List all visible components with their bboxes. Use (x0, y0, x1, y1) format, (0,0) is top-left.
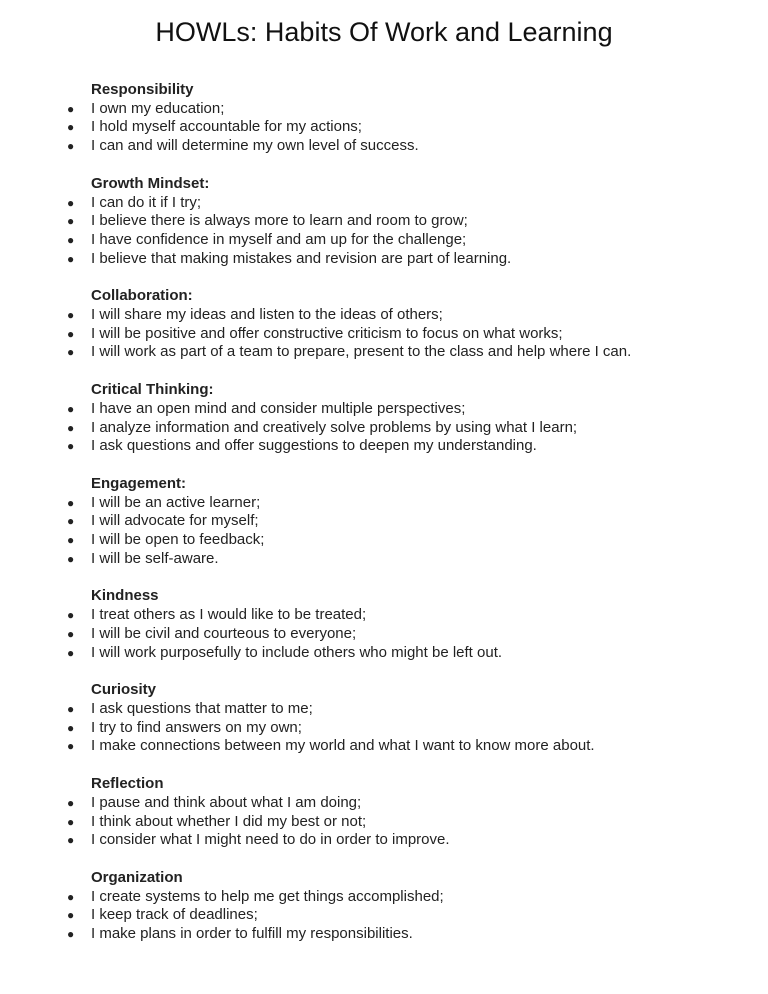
habits-list (0, 81, 768, 963)
list-item (0, 719, 768, 738)
section-heading: Kindness (91, 587, 159, 605)
habit-section (0, 587, 768, 662)
list-item (0, 531, 768, 550)
list-item (0, 737, 768, 756)
habit-section (0, 175, 768, 269)
list-item (0, 625, 768, 644)
list-item-text: I treat others as I would like to be treated; (91, 606, 367, 624)
list-item-text: I will be an active learner; (91, 493, 261, 511)
section-heading: Engagement: (91, 474, 187, 492)
list-item-text: I will share my ideas and listen to the ideas of others; (91, 306, 443, 324)
bullet-icon: ● (67, 720, 75, 735)
bullet-icon: ● (67, 739, 75, 754)
section-heading: Curiosity (91, 681, 157, 699)
habit-bullet-list (0, 794, 768, 850)
habit-bullet-list (0, 888, 768, 944)
list-item (0, 400, 768, 419)
list-item (0, 644, 768, 663)
bullet-icon: ● (67, 833, 75, 848)
habit-section (0, 775, 768, 850)
section-heading: Collaboration: (91, 287, 193, 305)
habit-bullet-list (0, 606, 768, 662)
list-item (0, 250, 768, 269)
bullet-icon: ● (67, 101, 75, 116)
list-item (0, 925, 768, 944)
list-item (0, 888, 768, 907)
bullet-icon: ● (67, 889, 75, 904)
list-item-text: I ask questions and offer suggestions to deepen my understanding. (91, 437, 537, 455)
bullet-icon: ● (67, 514, 75, 529)
bullet-icon: ● (67, 908, 75, 923)
bullet-icon: ● (67, 927, 75, 942)
list-item-text: I analyze information and creatively solve problems by using what I learn; (91, 418, 578, 436)
habit-bullet-list (0, 306, 768, 362)
list-item-text: I consider what I might need to do in order to improve. (91, 831, 450, 849)
habit-bullet-list (0, 100, 768, 156)
list-item (0, 906, 768, 925)
bullet-icon: ● (67, 439, 75, 454)
list-item-text: I pause and think about what I am doing; (91, 793, 362, 811)
list-item (0, 606, 768, 625)
bullet-icon: ● (67, 195, 75, 210)
list-item (0, 325, 768, 344)
list-item-text: I can and will determine my own level of success. (91, 137, 419, 155)
habit-section (0, 287, 768, 362)
bullet-icon: ● (67, 326, 75, 341)
bullet-icon: ● (67, 420, 75, 435)
list-item-text: I keep track of deadlines; (91, 906, 258, 924)
list-item-text: I hold myself accountable for my actions; (91, 118, 362, 136)
list-item-text: I own my education; (91, 99, 225, 117)
section-heading: Growth Mindset: (91, 174, 210, 192)
section-heading: Critical Thinking: (91, 381, 214, 399)
list-item-text: I believe there is always more to learn and room to grow; (91, 212, 468, 230)
list-item-text: I will be self-aware. (91, 549, 219, 567)
list-item (0, 794, 768, 813)
bullet-icon: ● (67, 701, 75, 716)
bullet-icon: ● (67, 626, 75, 641)
bullet-icon: ● (67, 139, 75, 154)
habit-section (0, 475, 768, 569)
habit-section (0, 381, 768, 456)
list-item-text: I try to find answers on my own; (91, 718, 302, 736)
bullet-icon: ● (67, 495, 75, 510)
list-item (0, 212, 768, 231)
list-item-text: I will be open to feedback; (91, 531, 265, 549)
list-item (0, 512, 768, 531)
list-item-text: I think about whether I did my best or not; (91, 812, 367, 830)
bullet-icon: ● (67, 795, 75, 810)
list-item-text: I will work purposefully to include others who might be left out. (91, 643, 503, 661)
list-item (0, 831, 768, 850)
list-item-text: I will work as part of a team to prepare, present to the class and help where I can. (91, 343, 632, 361)
bullet-icon: ● (67, 214, 75, 229)
section-heading: Reflection (91, 775, 164, 793)
bullet-icon: ● (67, 345, 75, 360)
habit-bullet-list (0, 400, 768, 456)
bullet-icon: ● (67, 814, 75, 829)
list-item (0, 100, 768, 119)
list-item-text: I will be positive and offer constructive criticism to focus on what works; (91, 324, 563, 342)
bullet-icon: ● (67, 533, 75, 548)
bullet-icon: ● (67, 608, 75, 623)
habit-section (0, 81, 768, 156)
bullet-icon: ● (67, 232, 75, 247)
list-item-text: I will advocate for myself; (91, 512, 259, 530)
list-item-text: I will be civil and courteous to everyone; (91, 624, 357, 642)
bullet-icon: ● (67, 251, 75, 266)
list-item-text: I believe that making mistakes and revision are part of learning. (91, 249, 512, 267)
list-item-text: I make plans in order to fulfill my responsibilities. (91, 925, 413, 943)
list-item (0, 231, 768, 250)
section-heading: Responsibility (91, 81, 194, 98)
habit-bullet-list (0, 700, 768, 756)
bullet-icon: ● (67, 308, 75, 323)
bullet-icon: ● (67, 551, 75, 566)
list-item (0, 700, 768, 719)
list-item-text: I can do it if I try; (91, 193, 202, 211)
bullet-icon: ● (67, 120, 75, 135)
habit-section (0, 681, 768, 756)
list-item (0, 494, 768, 513)
list-item (0, 306, 768, 325)
list-item-text: I have confidence in myself and am up for the challenge; (91, 230, 467, 248)
list-item-text: I ask questions that matter to me; (91, 699, 313, 717)
list-item (0, 194, 768, 213)
habit-section (0, 869, 768, 944)
list-item (0, 813, 768, 832)
list-item (0, 343, 768, 362)
page-title: HOWLs: Habits Of Work and Learning (155, 17, 613, 47)
list-item (0, 419, 768, 438)
list-item-text: I make connections between my world and what I want to know more about. (91, 737, 595, 755)
section-heading: Organization (91, 868, 183, 886)
habit-bullet-list (0, 494, 768, 569)
list-item-text: I create systems to help me get things accomplished; (91, 887, 444, 905)
list-item (0, 437, 768, 456)
list-item (0, 118, 768, 137)
bullet-icon: ● (67, 401, 75, 416)
list-item (0, 137, 768, 156)
list-item (0, 550, 768, 569)
list-item-text: I have an open mind and consider multiple perspectives; (91, 399, 466, 417)
habit-bullet-list (0, 194, 768, 269)
bullet-icon: ● (67, 645, 75, 660)
